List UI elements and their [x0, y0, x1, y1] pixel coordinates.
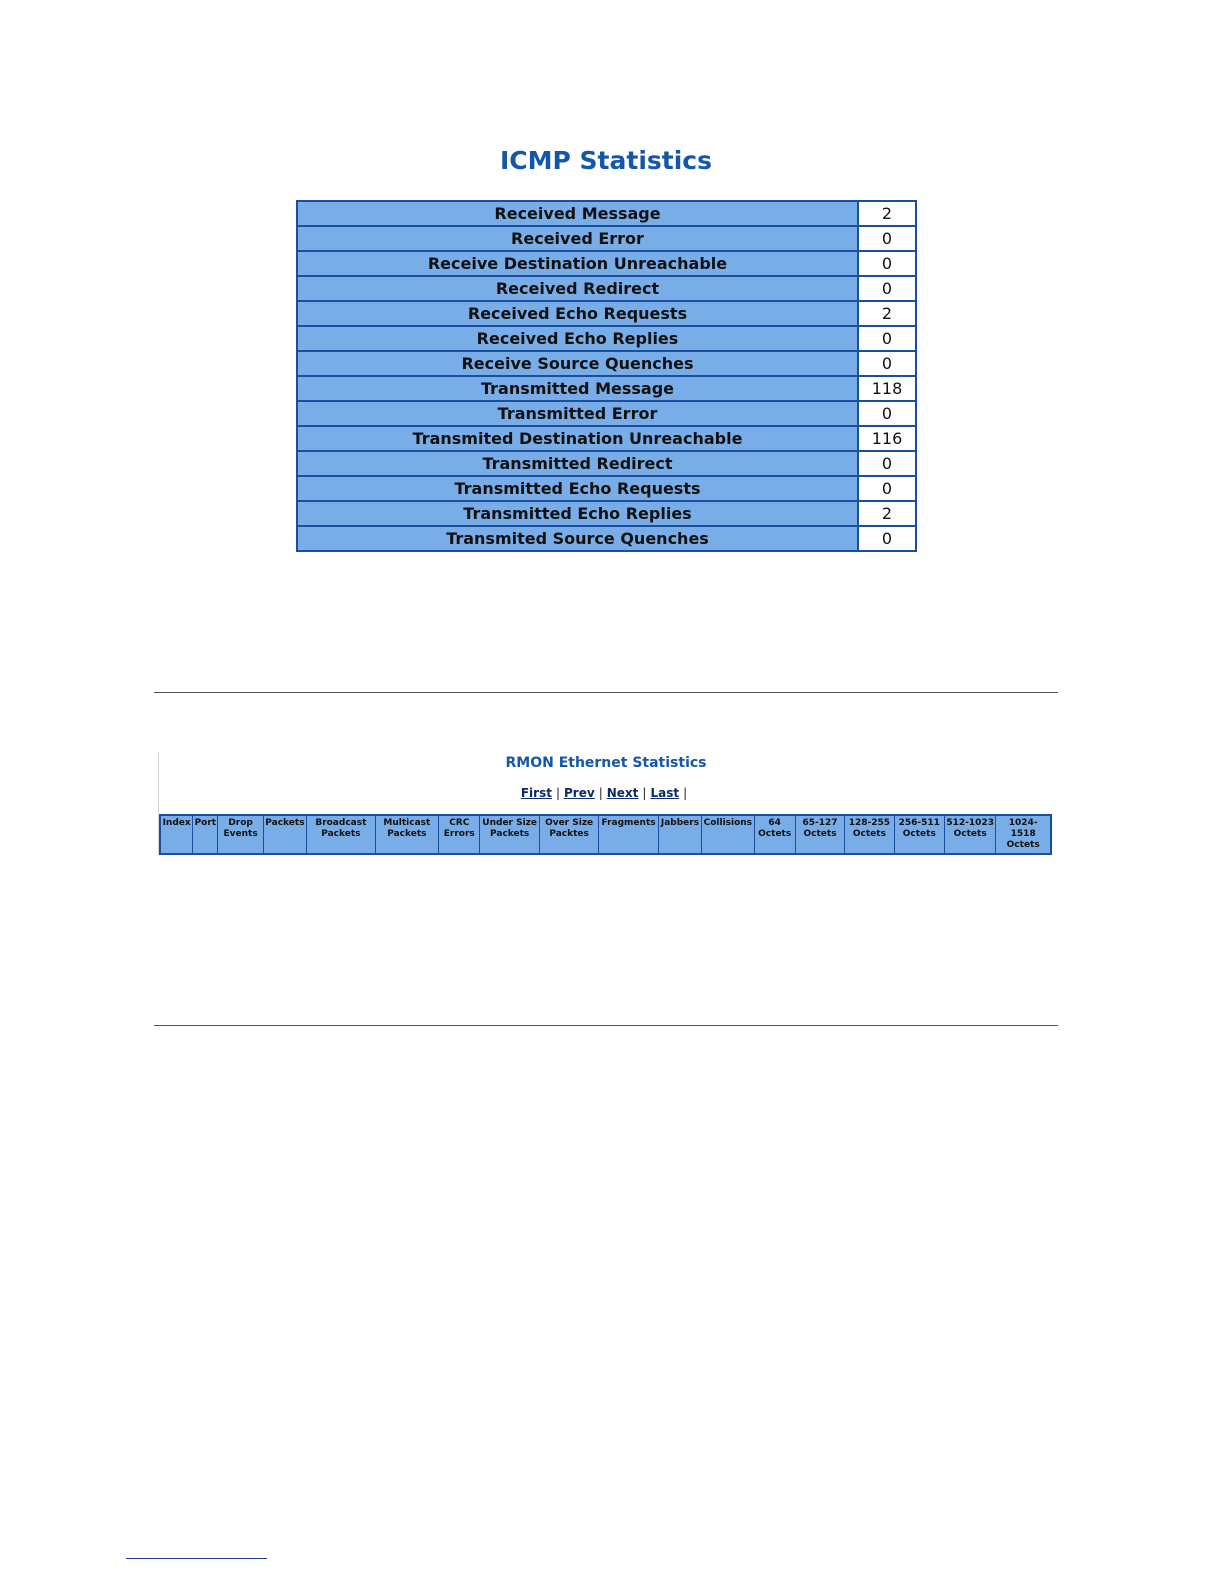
icmp-row-label: Transmitted Error [298, 402, 859, 427]
nav-separator: | [683, 786, 688, 800]
icmp-statistics-table [296, 200, 917, 552]
icmp-row-value: 116 [859, 427, 915, 452]
icmp-row-label: Received Error [298, 227, 859, 252]
last-page-link[interactable]: Last [650, 786, 680, 800]
column-header-128-255-octets: 128-255 Octets [845, 815, 894, 854]
table-row [298, 227, 915, 252]
icmp-row-label: Received Echo Replies [298, 327, 859, 352]
column-header-256-511-octets: 256-511 Octets [894, 815, 944, 854]
column-header-index: Index [160, 815, 193, 854]
icmp-row-value: 0 [859, 327, 915, 352]
column-header-65-127-octets: 65-127 Octets [795, 815, 844, 854]
column-header-fragments: Fragments [599, 815, 658, 854]
column-header-jabbers: Jabbers [658, 815, 701, 854]
rmon-statistics-table [159, 814, 1052, 855]
table-row [298, 402, 915, 427]
column-header-broadcast-packets: Broadcast Packets [307, 815, 376, 854]
icmp-row-value: 0 [859, 402, 915, 427]
icmp-row-value: 0 [859, 227, 915, 252]
table-row [298, 327, 915, 352]
icmp-row-value: 0 [859, 352, 915, 377]
icmp-row-label: Transmitted Redirect [298, 452, 859, 477]
pagination-nav [0, 786, 1212, 800]
icmp-row-value: 2 [859, 302, 915, 327]
column-header-over-size-packets: Over Size Packtes [539, 815, 598, 854]
icmp-row-value: 2 [859, 202, 915, 227]
table-row [298, 477, 915, 502]
first-page-link[interactable]: First [520, 786, 552, 800]
table-row [298, 427, 915, 452]
footnote-separator [126, 1558, 267, 1559]
nav-separator: | [555, 786, 561, 800]
table-row [298, 527, 915, 550]
column-header-collisions: Collisions [702, 815, 754, 854]
table-row [298, 377, 915, 402]
column-header-512-1023-octets: 512-1023 Octets [944, 815, 995, 854]
table-row [298, 352, 915, 377]
icmp-row-value: 118 [859, 377, 915, 402]
table-row [298, 252, 915, 277]
rmon-title: RMON Ethernet Statistics [505, 755, 707, 771]
icmp-row-value: 0 [859, 527, 915, 550]
icmp-row-value: 0 [859, 477, 915, 502]
icmp-row-value: 0 [859, 277, 915, 302]
table-row [298, 452, 915, 477]
column-header-multicast-packets: Multicast Packets [375, 815, 438, 854]
icmp-row-label: Receive Destination Unreachable [298, 252, 859, 277]
table-header-row [160, 815, 1051, 854]
column-header-64-octets: 64 Octets [754, 815, 795, 854]
column-header-under-size-packets: Under Size Packets [480, 815, 539, 854]
next-page-link[interactable]: Next [606, 786, 639, 800]
table-row [298, 277, 915, 302]
icmp-title: ICMP Statistics [500, 146, 712, 175]
icmp-row-label: Transmited Source Quenches [298, 527, 859, 550]
icmp-row-label: Transmitted Message [298, 377, 859, 402]
icmp-row-label: Transmited Destination Unreachable [298, 427, 859, 452]
icmp-row-value: 0 [859, 452, 915, 477]
column-header-1024-1518-octets: 1024- 1518 Octets [996, 815, 1051, 854]
icmp-row-label: Received Message [298, 202, 859, 227]
table-row [298, 202, 915, 227]
icmp-row-label: Received Echo Requests [298, 302, 859, 327]
icmp-row-label: Transmitted Echo Requests [298, 477, 859, 502]
icmp-row-value: 0 [859, 252, 915, 277]
icmp-row-label: Receive Source Quenches [298, 352, 859, 377]
prev-page-link[interactable]: Prev [564, 786, 595, 800]
column-header-packets: Packets [263, 815, 306, 854]
icmp-row-label: Received Redirect [298, 277, 859, 302]
table-row [298, 502, 915, 527]
icmp-row-label: Transmitted Echo Replies [298, 502, 859, 527]
divider [154, 1025, 1058, 1026]
icmp-row-value: 2 [859, 502, 915, 527]
column-header-crc-errors: CRC Errors [439, 815, 480, 854]
nav-separator: | [598, 786, 603, 800]
table-row [298, 302, 915, 327]
column-header-port: Port [193, 815, 218, 854]
nav-separator: | [642, 786, 647, 800]
column-header-drop-events: Drop Events [218, 815, 263, 854]
divider [154, 692, 1058, 693]
